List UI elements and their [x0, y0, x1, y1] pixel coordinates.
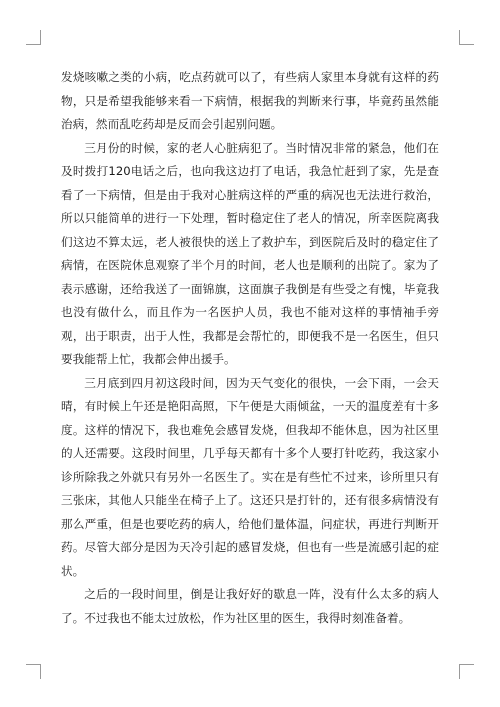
corner-mark-bottom-right [459, 664, 474, 679]
corner-mark-bottom-left [26, 664, 41, 679]
corner-mark-top-left [26, 30, 41, 45]
corner-mark-top-right [459, 30, 474, 45]
document-body [61, 66, 439, 630]
paragraph: 三月份的时候，家的老人心脏病犯了。当时情况非常的紧急，他们在及时拨打120电话之后，也向我这边打了电话，我急忙赶到了家，先是查看了一下病情，但是由于我对心脏病这样的严重的病况也无法进行救治，所以只能简单的进行一下处理，暂时稳定住了老人的情况，所幸医院离我们这边不算太远，老人被很快的送上了救护车，到医院后及时的稳定住了病情，在医院休息观察了半个月的时间，老人也是顺利的出院了。家为了表示感谢，还给我送了一面锦旗，这面旗子我倒是有些受之有愧，毕竟我也没有做什么，而且作为一名医护人员，我也不能对这样的事情袖手旁观，出于职责，出于人性，我都是会帮忙的，即便我不是一名医生，但只要我能帮上忙，我都会伸出援手。 [61, 140, 439, 366]
paragraph: 之后的一段时间里，倒是让我好好的歇息一阵，没有什么太多的病人了。不过我也不能太过放松，作为社区里的医生，我得时刻准备着。 [61, 587, 439, 625]
paragraph: 三月底到四月初这段时间，因为天气变化的很快，一会下雨，一会天晴，有时候上午还是艳阳高照，下午便是大雨倾盆，一天的温度差有十多度。这样的情况下，我也难免会感冒发烧，但我却不能休息，因为社区里的人还需要。这段时间里，几乎每天都有十多个人要打针吃药，我这家小诊所除我之外就只有另外一名医生了。实在是有些忙不过来，诊所里只有三张床，其他人只能坐在椅子上了。这还只是打针的，还有很多病情没有那么严重，但是也要吃药的病人，给他们量体温，问症状，再进行判断开药。尽管大部分是因为天冷引起的感冒发烧，但也有一些是流感引起的症状。 [61, 375, 439, 578]
paragraph: 发烧咳嗽之类的小病，吃点药就可以了，有些病人家里本身就有这样的药物，只是希望我能够来看一下病情，根据我的判断来行事，毕竟药虽然能治病，然而乱吃药却是反而会引起别问题。 [61, 70, 439, 131]
